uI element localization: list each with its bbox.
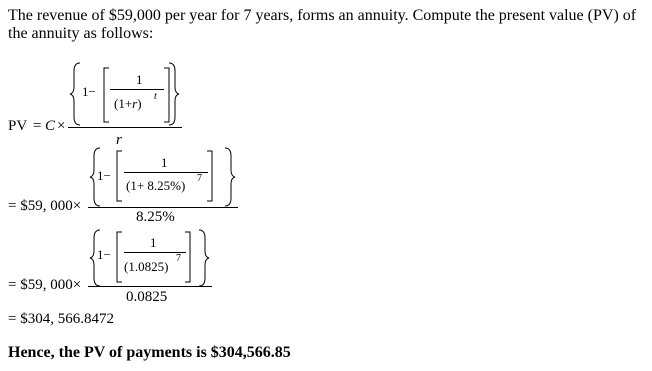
inner-numerator: 1: [136, 72, 143, 87]
intro-paragraph: The revenue of $59,000 per year for 7 years, forms an annuity. Compute the present value (PV) of the annuity as follows:: [8, 7, 637, 42]
equals-sign: =: [33, 118, 42, 134]
main-fraction-bar: [88, 207, 238, 208]
main-denominator: 8.25%: [136, 209, 175, 225]
exponent-7: 7: [176, 253, 181, 264]
result-value: = $304, 566.8472: [8, 311, 114, 327]
inner-numerator: 1: [161, 155, 168, 170]
step3-prefix: = $59, 000×: [8, 277, 82, 293]
inner-fraction-bar: [110, 89, 164, 90]
variable-c: C: [45, 118, 56, 134]
inner-numerator: 1: [150, 235, 157, 250]
one-minus: 1−: [82, 84, 96, 99]
pv-label: PV: [8, 118, 28, 134]
step2-prefix: = $59, 000×: [8, 198, 82, 214]
inner-denominator: (1.0825): [124, 259, 169, 274]
summary-text: Hence, the PV of payments is $304,566.85: [8, 344, 291, 361]
one-minus: 1−: [97, 168, 111, 183]
main-fraction-bar: [88, 286, 212, 287]
inner-fraction-bar: [124, 172, 208, 173]
exponent-t: t: [154, 91, 157, 102]
main-fraction-bar: [68, 127, 182, 128]
main-denominator: r: [116, 132, 122, 148]
main-denominator: 0.0825: [126, 289, 168, 305]
inner-denominator: (1+ 8.25%): [126, 178, 186, 193]
one-minus: 1−: [97, 247, 111, 262]
times-sign: ×: [57, 118, 66, 134]
exponent-7: 7: [197, 173, 202, 184]
inner-denominator: (1+r): [114, 96, 142, 111]
